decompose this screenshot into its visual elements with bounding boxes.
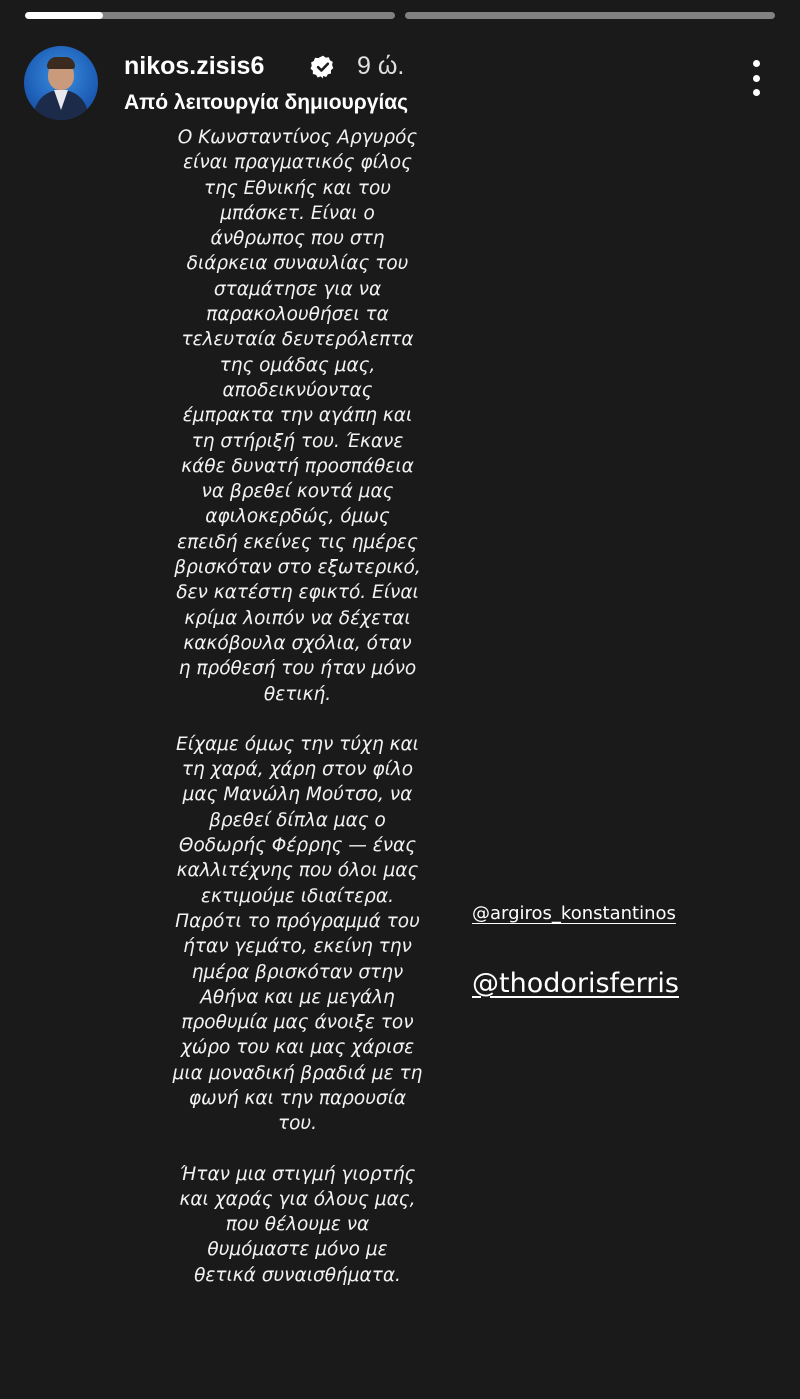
more-dot-1 (753, 60, 760, 67)
story-paragraph-3: Ήταν μια στιγμή γιορτής και χαράς για όλους μας, που θέλουμε να θυμόμαστε μόνο με θετικά συναισθήματα. (179, 1163, 416, 1286)
more-options-icon[interactable] (744, 60, 768, 96)
post-time: 9 ώ. (357, 52, 405, 80)
avatar-hair (47, 57, 75, 69)
mention-argiros-konstantinos[interactable]: @argiros_konstantinos (472, 903, 676, 924)
verified-badge-icon (310, 54, 336, 80)
username[interactable]: nikos.zisis6 (124, 52, 265, 80)
story-progress (25, 12, 775, 19)
progress-segment-2 (405, 12, 775, 19)
creation-mode-label[interactable]: Από λειτουργία δημιουργίας (124, 91, 409, 114)
more-dot-2 (753, 75, 760, 82)
story-text (145, 125, 450, 1288)
progress-fill-1 (25, 12, 103, 19)
story-paragraph-2: Είχαμε όμως την τύχη και τη χαρά, χάρη στον φίλο μας Μανώλη Μούτσο, να βρεθεί δίπλα μας ο Θοδωρής Φέρρης — ένας καλλιτέχνης που όλοι μας εκτιμούμε ιδιαίτερα. Παρότι το πρόγραμμά του ήταν γεμάτο, εκείνη την ημέρα βρισκόταν στην Αθήνα και με μεγάλη προθυμία μας άνοιξε τον χώρο του και μας χάρισε μια μοναδική βραδιά με τη φωνή και την παρουσία του. (172, 733, 423, 1135)
avatar[interactable] (24, 46, 98, 120)
more-dot-3 (753, 89, 760, 96)
progress-segment-1 (25, 12, 395, 19)
story-header (24, 46, 776, 120)
story-paragraph-1: Ο Κωνσταντίνος Αργυρός είναι πραγματικός φίλος της Εθνικής και του μπάσκετ. Είναι ο άνθρωπος που στη διάρκεια συναυλίας του σταμάτησε για να παρακολουθήσει τα τελευταία δευτερόλεπτα της ομάδας μας, αποδεικνύοντας έμπρακτα την αγάπη και τη στήριξή του. Έκανε κάθε δυνατή προσπάθεια να βρεθεί κοντά μας αφιλοκερδώς, όμως επειδή εκείνες τις ημέρες βρισκόταν στο εξωτερικό, δεν κατέστη εφικτό. Είναι κρίμα λοιπόν να δέχεται κακόβουλα σχόλια, όταν η πρόθεσή του ήταν μόνο θετική. (174, 127, 421, 705)
mention-thodorisferris[interactable]: @thodorisferris (472, 968, 679, 999)
